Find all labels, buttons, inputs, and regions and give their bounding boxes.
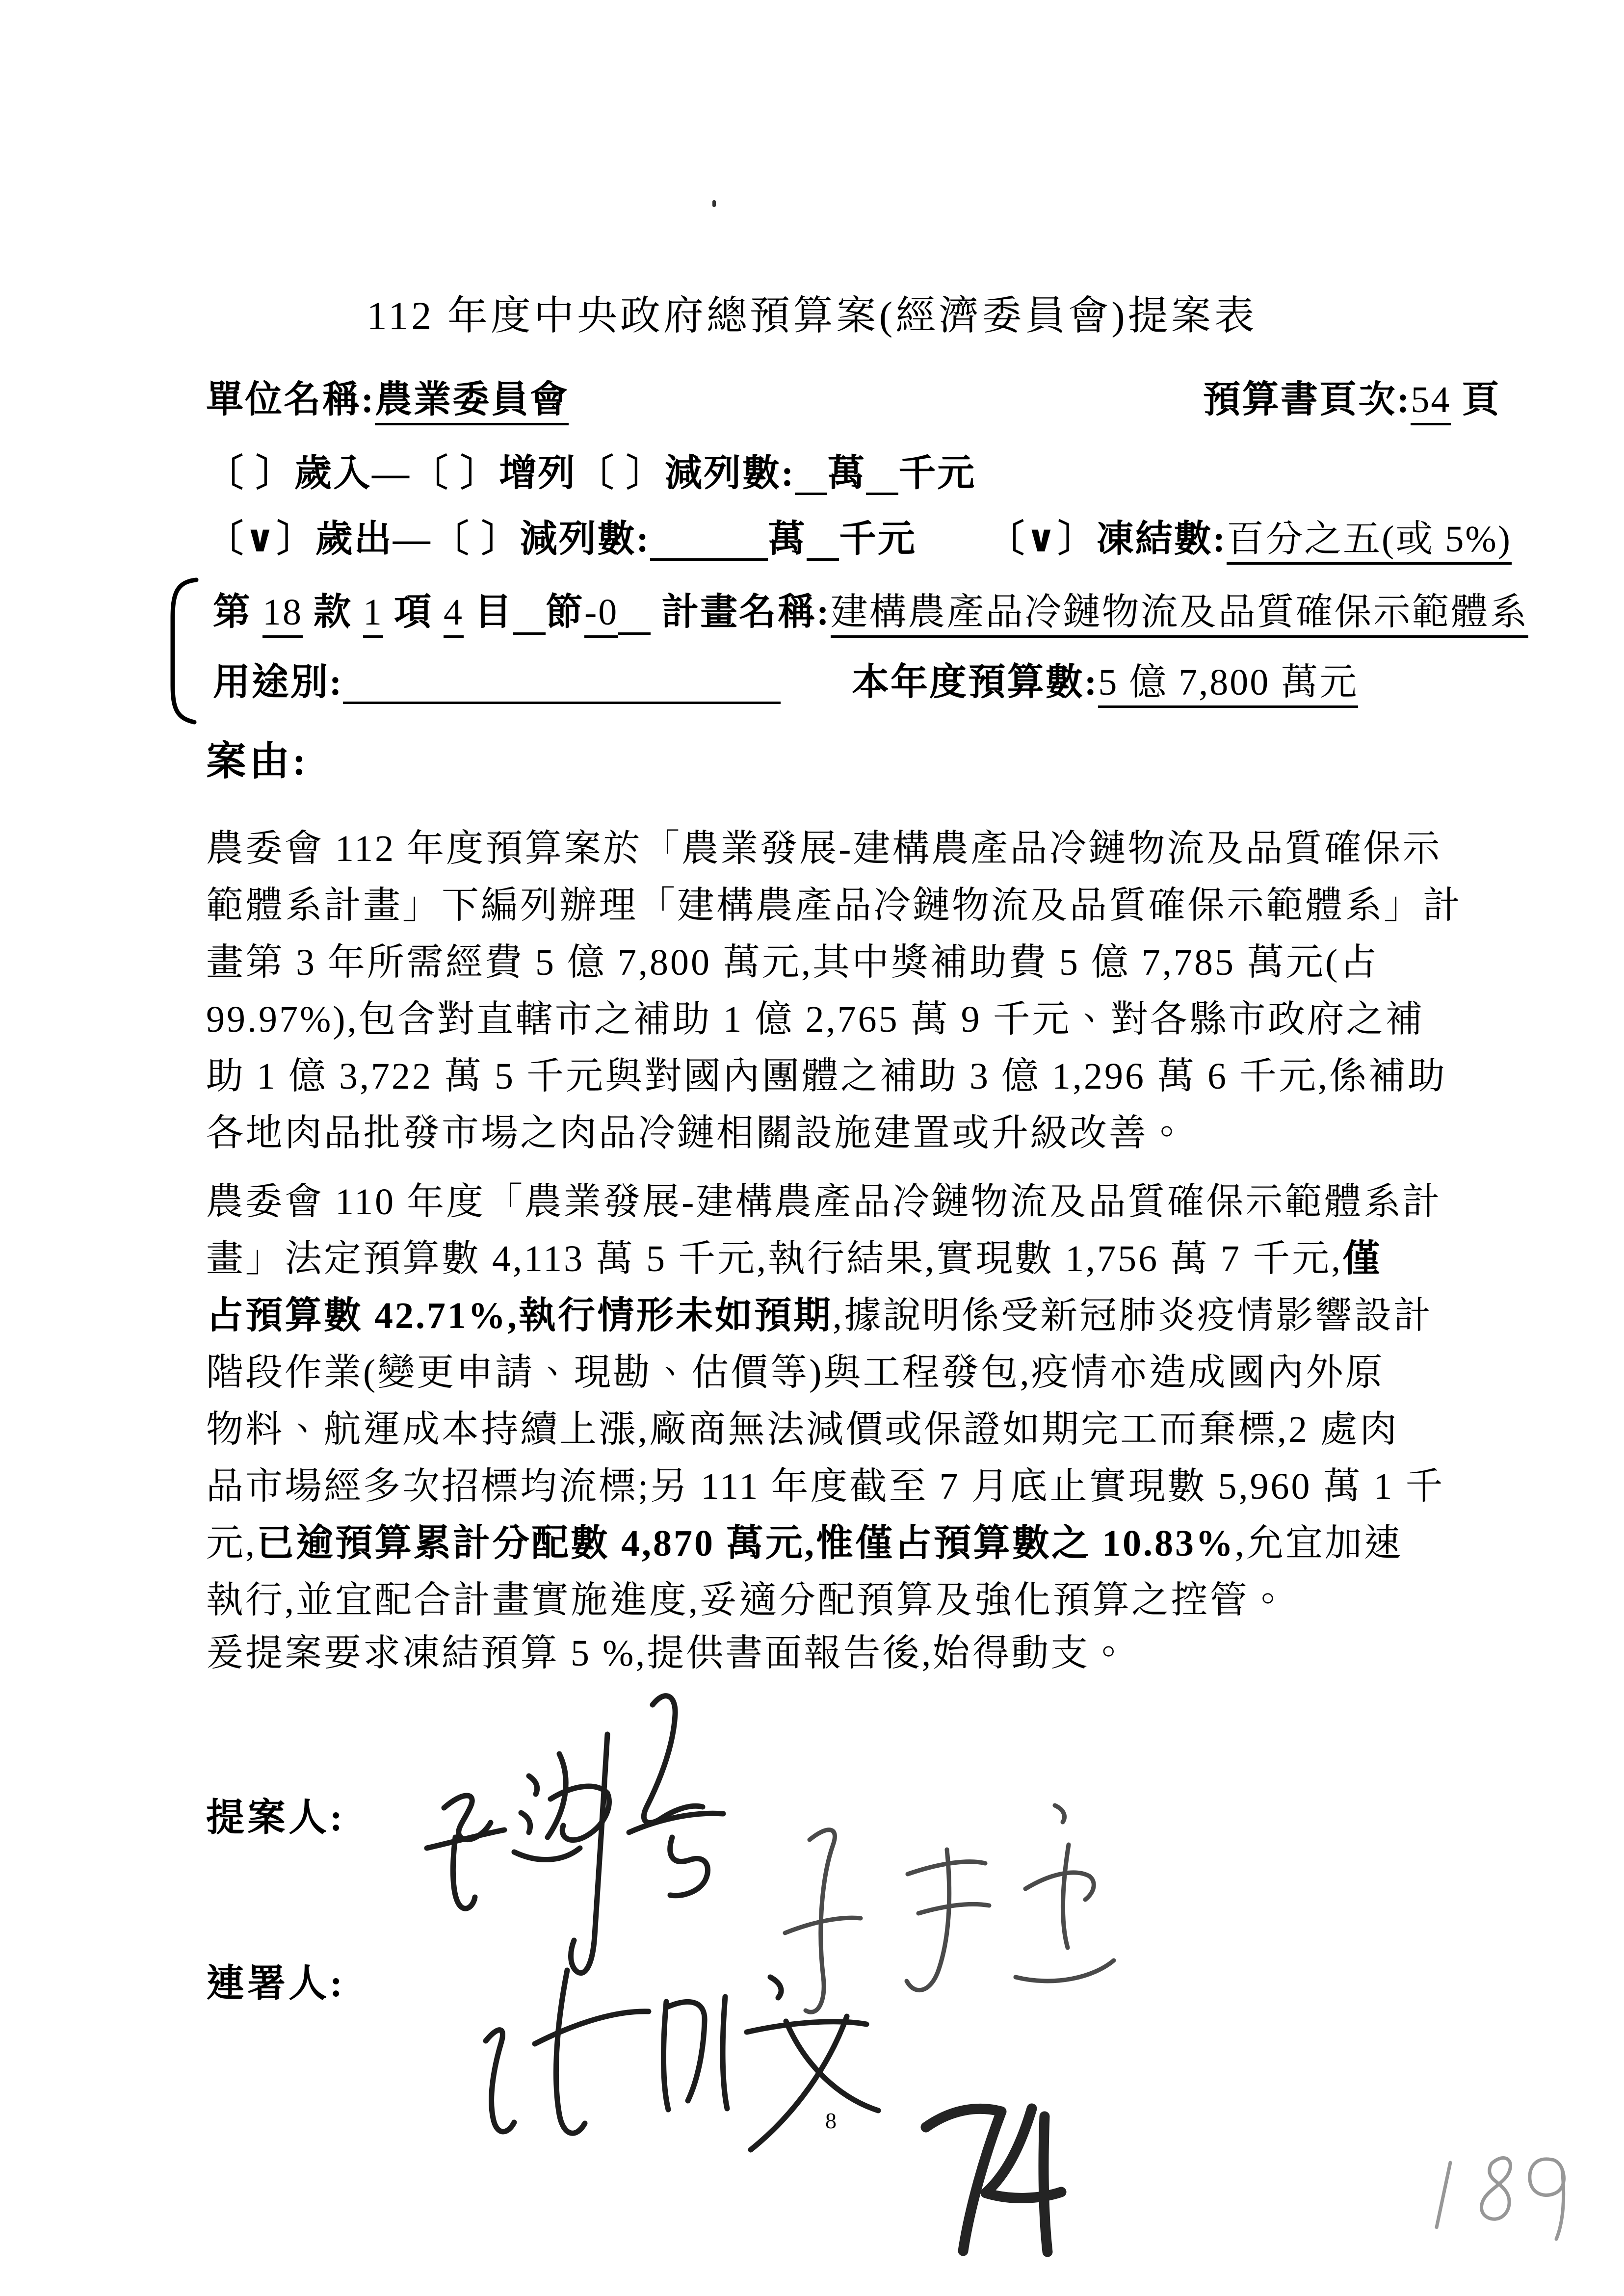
unit-name-row: [206, 379, 569, 421]
text-segment: 爰提案要求凍結預算 5 %,提供書面報告後,始得動支。: [206, 1633, 1129, 1674]
text-segment: 減列數:: [665, 453, 795, 494]
paragraph-line: [206, 1572, 1444, 1629]
paragraph-line: [206, 1344, 1444, 1401]
text-segment: 頁: [1451, 379, 1501, 420]
text-segment: 僅: [1342, 1238, 1382, 1279]
blank-underline: [513, 598, 546, 635]
paragraph-line: [206, 1174, 1444, 1230]
case-paragraph-2: [206, 1174, 1444, 1629]
text-segment: ,據說明係受新冠肺炎疫情影響設計: [833, 1295, 1433, 1336]
paragraph-line: [206, 1515, 1444, 1572]
text-segment: 4: [444, 592, 464, 638]
paragraph-line: [206, 1048, 1462, 1105]
text-segment: 物料、航運成本持續上漲,廠商無法減價或保證如期完工而棄標,2 處肉: [206, 1409, 1399, 1450]
page-number: 8: [825, 2108, 837, 2133]
text-segment: 已逾預算累計分配數 4,870 萬元,惟僅占預算數之 10.83%: [257, 1523, 1235, 1564]
text-segment: 18: [262, 592, 303, 638]
text-segment: 助 1 億 3,722 萬 5 千元與對國內團體之補助 3 億 1,296 萬 6 千元,係補助: [206, 1056, 1447, 1097]
text-segment: 農業委員會: [375, 379, 569, 425]
budget-page-row: [1203, 379, 1500, 421]
text-segment: 歲出—: [315, 519, 432, 560]
blank-underline: [795, 458, 827, 495]
text-segment: 萬: [768, 519, 807, 560]
paragraph-line: [206, 1230, 1444, 1287]
text-segment: 〔 〕: [411, 453, 499, 494]
text-segment: 農委會 110 年度「農業發展-建構農產品冷鏈物流及品質確保示範體系計: [206, 1181, 1442, 1223]
text-segment: 〔∨〕: [987, 519, 1097, 560]
text-segment: 增列: [499, 453, 576, 494]
section-bracket-icon: [160, 575, 207, 730]
text-segment: 5 億 7,800 萬元: [1098, 662, 1358, 708]
text-segment: ,允宜加速: [1235, 1523, 1403, 1564]
text-segment: 畫」法定預算數 4,113 萬 5 千元,執行結果,實現數 1,756 萬 7 千元,: [206, 1238, 1343, 1279]
text-segment: 建構農產品冷鏈物流及品質確保示範體系: [831, 592, 1528, 638]
text-segment: 單位名稱:: [206, 379, 375, 420]
case-heading: 案由:: [206, 739, 309, 783]
text-segment: 歲入—: [294, 453, 411, 494]
paragraph-line: [206, 1287, 1444, 1344]
page-title: 112 年度中央政府總預算案(經濟委員會)提案表: [367, 293, 1257, 338]
handwritten-74: [905, 2089, 1087, 2266]
budget-section-row: [213, 591, 1528, 635]
text-segment: 階段作業(變更申請、現勘、估價等)與工程發包,疫情亦造成國內外原: [206, 1352, 1385, 1393]
text-segment: 1: [363, 592, 383, 638]
paragraph-line: [206, 1458, 1444, 1515]
blank-underline: [618, 598, 651, 635]
blank-underline: [866, 458, 898, 495]
text-segment: 預算書頁次:: [1203, 379, 1411, 420]
paragraph-line: [206, 877, 1462, 934]
paragraph-line: [206, 1625, 1129, 1682]
blank-underline: [807, 524, 839, 561]
paragraph-line: [206, 934, 1462, 991]
text-segment: 減列數:: [520, 519, 651, 560]
text-segment: 千元: [898, 453, 976, 494]
blank-underline: [650, 524, 768, 561]
text-segment: 項: [383, 592, 444, 633]
text-segment: 計畫名稱:: [651, 592, 831, 633]
text-segment: 凍結數:: [1096, 519, 1227, 560]
paragraph-line: [206, 820, 1462, 877]
text-segment: 54: [1411, 379, 1451, 425]
cosigner-label: 連署人:: [206, 1962, 345, 2005]
text-segment: 農委會 112 年度預算案於「農業發展-建構農產品冷鏈物流及品質確保示: [206, 828, 1442, 869]
proposer-label: 提案人:: [206, 1796, 345, 1839]
text-segment: 品市場經多次招標均流標;另 111 年度截至 7 月底止實現數 5,960 萬 1 千: [206, 1466, 1445, 1507]
text-segment: 〔 〕: [206, 453, 294, 494]
text-segment: 本年度預算數:: [852, 662, 1099, 703]
text-segment: 款: [303, 592, 363, 633]
paragraph-line: [206, 1105, 1462, 1162]
text-segment: 目: [464, 592, 513, 633]
text-segment: 占預算數 42.71%,執行情形未如預期: [206, 1295, 833, 1336]
ink-speck: [712, 200, 716, 207]
case-paragraph-1: [206, 820, 1462, 1162]
text-segment: 節: [546, 592, 584, 633]
usage-type-row: [213, 661, 781, 704]
text-segment: 各地肉品批發市場之肉品冷鏈相關設施建置或升級改善。: [206, 1113, 1187, 1154]
text-segment: 〔∨〕: [206, 519, 315, 560]
text-segment: 範體系計畫」下編列辦理「建構農產品冷鏈物流及品質確保示範體系」計: [206, 885, 1462, 926]
year-budget-row: [852, 661, 1358, 704]
blank-underline: [343, 667, 781, 704]
text-segment: 第: [213, 592, 262, 633]
text-segment: 〔 〕: [576, 453, 665, 494]
text-segment: 〔 〕: [431, 519, 520, 560]
case-paragraph-3: [206, 1625, 1129, 1682]
text-segment: 千元: [839, 519, 917, 560]
text-segment: 元,: [206, 1523, 257, 1564]
text-segment: 99.97%),包含對直轄市之補助 1 億 2,765 萬 9 千元、對各縣市政府之補: [206, 999, 1425, 1040]
paragraph-line: [206, 1401, 1444, 1458]
text-segment: -0: [584, 592, 618, 638]
paragraph-line: [206, 991, 1462, 1048]
text-segment: 百分之五(或 5%): [1227, 519, 1512, 565]
freeze-option-row: [987, 518, 1512, 561]
text-segment: 執行,並宜配合計畫實施進度,妥適分配預算及強化預算之控管。: [206, 1580, 1288, 1621]
text-segment: 用途別:: [213, 662, 343, 703]
text-segment: 萬: [827, 453, 866, 494]
text-segment: 畫第 3 年所需經費 5 億 7,800 萬元,其中獎補助費 5 億 7,785 萬元(占: [206, 942, 1379, 983]
revenue-option-row: [206, 452, 976, 495]
handwritten-189: [1418, 2134, 1580, 2247]
expenditure-option-row: [206, 518, 917, 561]
extra-signature: [751, 1771, 1138, 2046]
